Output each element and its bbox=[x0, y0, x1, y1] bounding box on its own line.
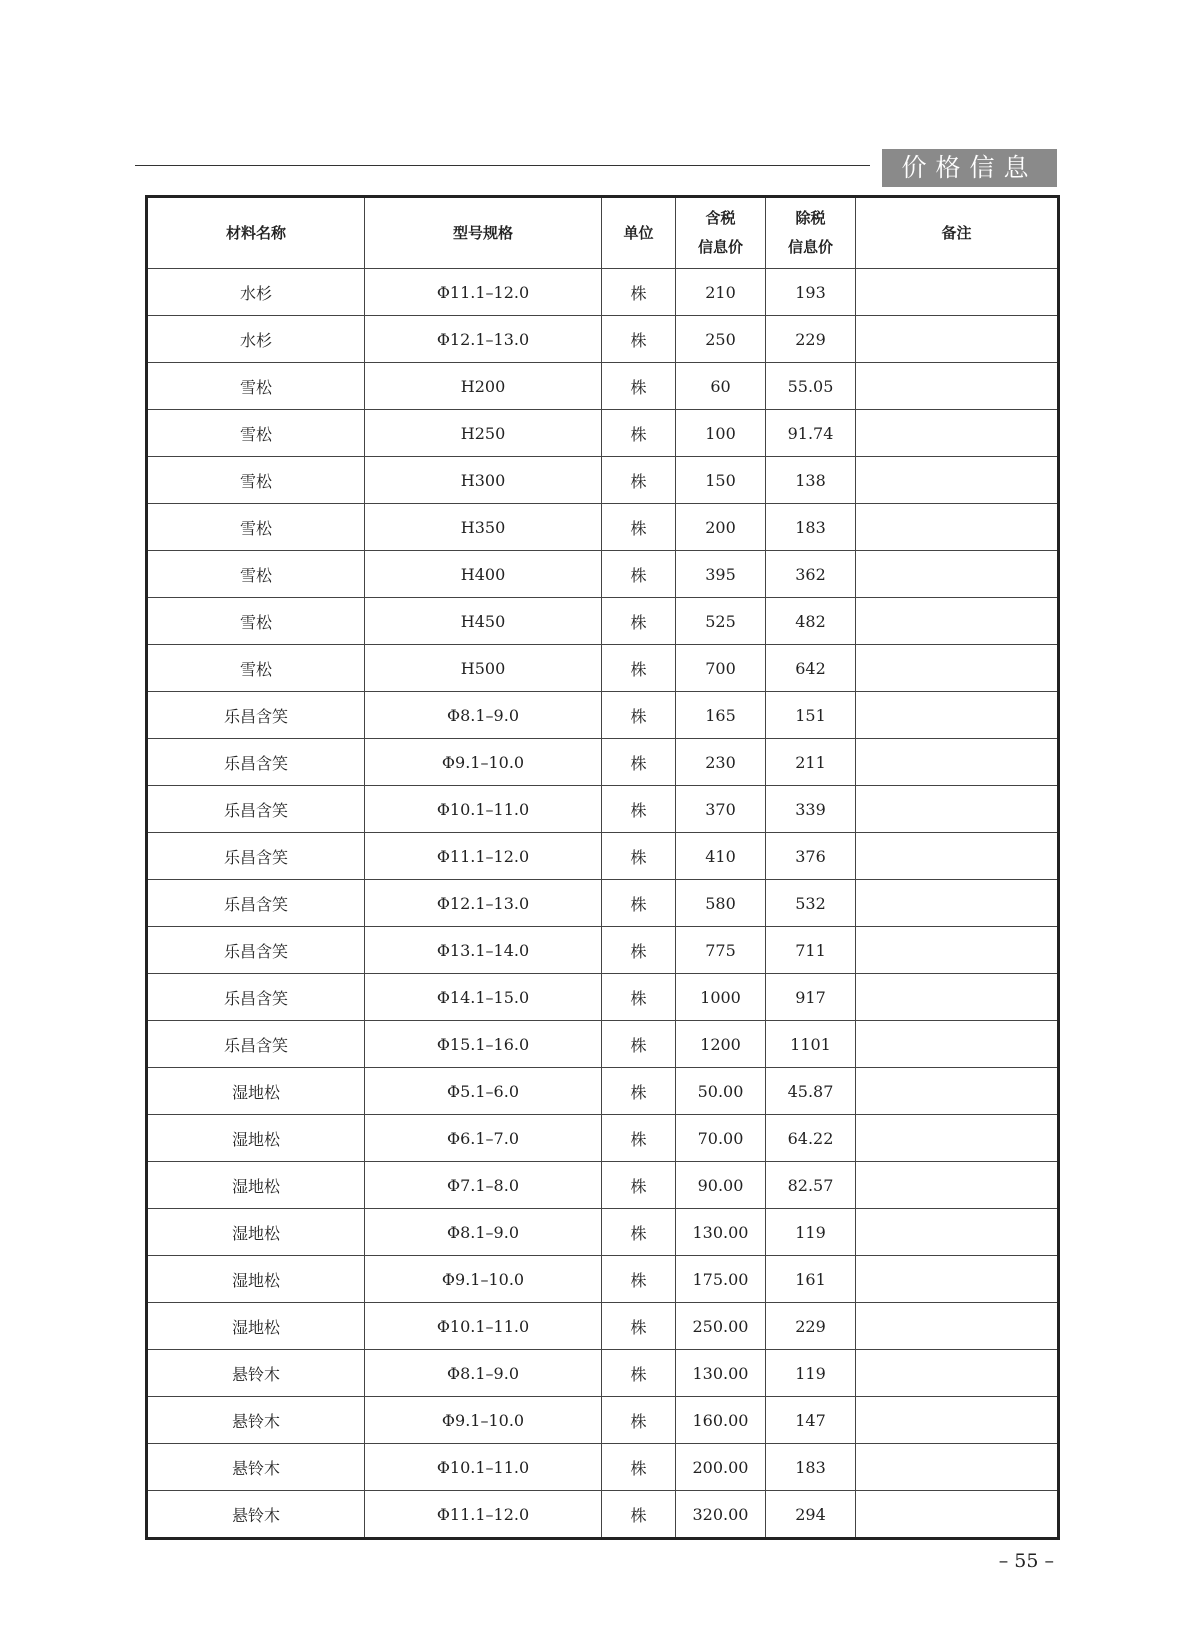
cell-unit: 株 bbox=[602, 927, 676, 974]
table-row bbox=[147, 1397, 1059, 1444]
cell-name: 雪松 bbox=[147, 551, 365, 598]
cell-name: 雪松 bbox=[147, 410, 365, 457]
cell-untaxed: 119 bbox=[766, 1209, 856, 1256]
cell-taxed: 130.00 bbox=[676, 1209, 766, 1256]
cell-taxed: 230 bbox=[676, 739, 766, 786]
table-row bbox=[147, 598, 1059, 645]
cell-spec: Φ11.1–12.0 bbox=[365, 833, 602, 880]
table-row bbox=[147, 1256, 1059, 1303]
cell-spec: H450 bbox=[365, 598, 602, 645]
header-untaxed-price bbox=[766, 197, 856, 269]
cell-name: 雪松 bbox=[147, 457, 365, 504]
cell-unit: 株 bbox=[602, 1209, 676, 1256]
cell-name: 雪松 bbox=[147, 598, 365, 645]
cell-taxed: 320.00 bbox=[676, 1491, 766, 1539]
header-taxed-line1: 含税 bbox=[705, 209, 736, 227]
header-taxed-price bbox=[676, 197, 766, 269]
cell-remark bbox=[856, 1350, 1059, 1397]
cell-unit: 株 bbox=[602, 1350, 676, 1397]
cell-spec: Φ7.1–8.0 bbox=[365, 1162, 602, 1209]
header-material-name: 材料名称 bbox=[147, 197, 365, 269]
cell-untaxed: 229 bbox=[766, 1303, 856, 1350]
cell-taxed: 410 bbox=[676, 833, 766, 880]
cell-spec: Φ5.1–6.0 bbox=[365, 1068, 602, 1115]
cell-unit: 株 bbox=[602, 1256, 676, 1303]
cell-spec: Φ10.1–11.0 bbox=[365, 1444, 602, 1491]
cell-taxed: 100 bbox=[676, 410, 766, 457]
cell-unit: 株 bbox=[602, 457, 676, 504]
cell-name: 雪松 bbox=[147, 504, 365, 551]
cell-untaxed: 147 bbox=[766, 1397, 856, 1444]
cell-unit: 株 bbox=[602, 316, 676, 363]
cell-remark bbox=[856, 927, 1059, 974]
cell-remark bbox=[856, 504, 1059, 551]
cell-unit: 株 bbox=[602, 786, 676, 833]
table-row bbox=[147, 1491, 1059, 1539]
cell-untaxed: 161 bbox=[766, 1256, 856, 1303]
cell-name: 湿地松 bbox=[147, 1162, 365, 1209]
cell-remark bbox=[856, 1068, 1059, 1115]
cell-taxed: 165 bbox=[676, 692, 766, 739]
cell-untaxed: 642 bbox=[766, 645, 856, 692]
cell-taxed: 50.00 bbox=[676, 1068, 766, 1115]
cell-untaxed: 362 bbox=[766, 551, 856, 598]
cell-spec: Φ13.1–14.0 bbox=[365, 927, 602, 974]
cell-taxed: 250 bbox=[676, 316, 766, 363]
table-row bbox=[147, 1115, 1059, 1162]
cell-untaxed: 211 bbox=[766, 739, 856, 786]
cell-remark bbox=[856, 1303, 1059, 1350]
table-row bbox=[147, 1444, 1059, 1491]
cell-untaxed: 193 bbox=[766, 269, 856, 316]
cell-name: 水杉 bbox=[147, 316, 365, 363]
cell-untaxed: 55.05 bbox=[766, 363, 856, 410]
cell-name: 悬铃木 bbox=[147, 1397, 365, 1444]
cell-untaxed: 917 bbox=[766, 974, 856, 1021]
table-row bbox=[147, 645, 1059, 692]
table-row bbox=[147, 363, 1059, 410]
table-row bbox=[147, 1350, 1059, 1397]
cell-unit: 株 bbox=[602, 739, 676, 786]
table-row bbox=[147, 1303, 1059, 1350]
cell-name: 乐昌含笑 bbox=[147, 833, 365, 880]
cell-remark bbox=[856, 1256, 1059, 1303]
cell-unit: 株 bbox=[602, 269, 676, 316]
cell-remark bbox=[856, 1021, 1059, 1068]
cell-untaxed: 229 bbox=[766, 316, 856, 363]
cell-spec: Φ14.1–15.0 bbox=[365, 974, 602, 1021]
cell-remark bbox=[856, 833, 1059, 880]
cell-name: 悬铃木 bbox=[147, 1444, 365, 1491]
cell-unit: 株 bbox=[602, 1021, 676, 1068]
cell-name: 悬铃木 bbox=[147, 1350, 365, 1397]
table-row bbox=[147, 457, 1059, 504]
cell-spec: H200 bbox=[365, 363, 602, 410]
cell-unit: 株 bbox=[602, 1115, 676, 1162]
cell-remark bbox=[856, 457, 1059, 504]
table-row bbox=[147, 1209, 1059, 1256]
price-table bbox=[145, 195, 1060, 1540]
cell-taxed: 1000 bbox=[676, 974, 766, 1021]
table-row bbox=[147, 974, 1059, 1021]
cell-untaxed: 482 bbox=[766, 598, 856, 645]
cell-name: 湿地松 bbox=[147, 1256, 365, 1303]
cell-untaxed: 64.22 bbox=[766, 1115, 856, 1162]
cell-taxed: 130.00 bbox=[676, 1350, 766, 1397]
page-number: – 55 – bbox=[998, 1550, 1054, 1572]
cell-remark bbox=[856, 363, 1059, 410]
cell-taxed: 210 bbox=[676, 269, 766, 316]
table-row bbox=[147, 1068, 1059, 1115]
cell-remark bbox=[856, 598, 1059, 645]
cell-spec: Φ9.1–10.0 bbox=[365, 1397, 602, 1444]
cell-name: 湿地松 bbox=[147, 1115, 365, 1162]
cell-untaxed: 82.57 bbox=[766, 1162, 856, 1209]
cell-name: 湿地松 bbox=[147, 1303, 365, 1350]
table-row bbox=[147, 1021, 1059, 1068]
cell-remark bbox=[856, 974, 1059, 1021]
cell-spec: H400 bbox=[365, 551, 602, 598]
header-rule bbox=[135, 165, 870, 166]
cell-spec: Φ11.1–12.0 bbox=[365, 269, 602, 316]
table-row bbox=[147, 739, 1059, 786]
header-spec: 型号规格 bbox=[365, 197, 602, 269]
cell-untaxed: 183 bbox=[766, 1444, 856, 1491]
cell-unit: 株 bbox=[602, 1397, 676, 1444]
header-untaxed-line2: 信息价 bbox=[787, 238, 833, 256]
cell-spec: Φ10.1–11.0 bbox=[365, 1303, 602, 1350]
cell-untaxed: 45.87 bbox=[766, 1068, 856, 1115]
cell-remark bbox=[856, 551, 1059, 598]
cell-unit: 株 bbox=[602, 692, 676, 739]
cell-taxed: 150 bbox=[676, 457, 766, 504]
cell-unit: 株 bbox=[602, 551, 676, 598]
cell-remark bbox=[856, 269, 1059, 316]
cell-taxed: 90.00 bbox=[676, 1162, 766, 1209]
cell-unit: 株 bbox=[602, 598, 676, 645]
cell-remark bbox=[856, 645, 1059, 692]
cell-name: 乐昌含笑 bbox=[147, 1021, 365, 1068]
table-row bbox=[147, 269, 1059, 316]
cell-remark bbox=[856, 739, 1059, 786]
cell-spec: Φ8.1–9.0 bbox=[365, 1209, 602, 1256]
cell-unit: 株 bbox=[602, 833, 676, 880]
header-remark: 备注 bbox=[856, 197, 1059, 269]
table-row bbox=[147, 504, 1059, 551]
cell-unit: 株 bbox=[602, 363, 676, 410]
cell-name: 乐昌含笑 bbox=[147, 786, 365, 833]
cell-unit: 株 bbox=[602, 645, 676, 692]
cell-untaxed: 119 bbox=[766, 1350, 856, 1397]
cell-remark bbox=[856, 1162, 1059, 1209]
cell-unit: 株 bbox=[602, 1444, 676, 1491]
cell-unit: 株 bbox=[602, 1303, 676, 1350]
cell-name: 湿地松 bbox=[147, 1068, 365, 1115]
cell-taxed: 70.00 bbox=[676, 1115, 766, 1162]
cell-taxed: 395 bbox=[676, 551, 766, 598]
table-row bbox=[147, 833, 1059, 880]
table-row bbox=[147, 880, 1059, 927]
table-row bbox=[147, 316, 1059, 363]
cell-taxed: 200.00 bbox=[676, 1444, 766, 1491]
cell-unit: 株 bbox=[602, 974, 676, 1021]
cell-taxed: 60 bbox=[676, 363, 766, 410]
cell-spec: Φ8.1–9.0 bbox=[365, 692, 602, 739]
cell-unit: 株 bbox=[602, 880, 676, 927]
table-row bbox=[147, 551, 1059, 598]
cell-untaxed: 183 bbox=[766, 504, 856, 551]
cell-name: 雪松 bbox=[147, 363, 365, 410]
cell-taxed: 250.00 bbox=[676, 1303, 766, 1350]
table-header-row bbox=[147, 197, 1059, 269]
cell-spec: Φ12.1–13.0 bbox=[365, 316, 602, 363]
cell-untaxed: 294 bbox=[766, 1491, 856, 1539]
cell-remark bbox=[856, 880, 1059, 927]
cell-untaxed: 1101 bbox=[766, 1021, 856, 1068]
cell-spec: Φ9.1–10.0 bbox=[365, 739, 602, 786]
cell-unit: 株 bbox=[602, 1162, 676, 1209]
cell-spec: H250 bbox=[365, 410, 602, 457]
cell-untaxed: 376 bbox=[766, 833, 856, 880]
table-body bbox=[147, 269, 1059, 1539]
cell-name: 湿地松 bbox=[147, 1209, 365, 1256]
cell-unit: 株 bbox=[602, 410, 676, 457]
cell-unit: 株 bbox=[602, 1068, 676, 1115]
header-untaxed-line1: 除税 bbox=[795, 209, 826, 227]
cell-remark bbox=[856, 1115, 1059, 1162]
cell-remark bbox=[856, 316, 1059, 363]
cell-remark bbox=[856, 1209, 1059, 1256]
cell-spec: H350 bbox=[365, 504, 602, 551]
cell-unit: 株 bbox=[602, 1491, 676, 1539]
cell-untaxed: 339 bbox=[766, 786, 856, 833]
header-taxed-line2: 信息价 bbox=[697, 238, 743, 256]
table-row bbox=[147, 927, 1059, 974]
cell-name: 乐昌含笑 bbox=[147, 927, 365, 974]
cell-untaxed: 711 bbox=[766, 927, 856, 974]
cell-taxed: 580 bbox=[676, 880, 766, 927]
cell-untaxed: 532 bbox=[766, 880, 856, 927]
table-row bbox=[147, 1162, 1059, 1209]
cell-unit: 株 bbox=[602, 504, 676, 551]
cell-name: 悬铃木 bbox=[147, 1491, 365, 1539]
cell-taxed: 175.00 bbox=[676, 1256, 766, 1303]
section-title: 价格信息 bbox=[882, 149, 1057, 187]
cell-remark bbox=[856, 786, 1059, 833]
cell-spec: Φ8.1–9.0 bbox=[365, 1350, 602, 1397]
cell-spec: Φ12.1–13.0 bbox=[365, 880, 602, 927]
cell-spec: H300 bbox=[365, 457, 602, 504]
cell-spec: Φ15.1–16.0 bbox=[365, 1021, 602, 1068]
table-row bbox=[147, 786, 1059, 833]
cell-untaxed: 151 bbox=[766, 692, 856, 739]
cell-name: 乐昌含笑 bbox=[147, 739, 365, 786]
table-row bbox=[147, 692, 1059, 739]
cell-taxed: 160.00 bbox=[676, 1397, 766, 1444]
cell-spec: H500 bbox=[365, 645, 602, 692]
cell-name: 雪松 bbox=[147, 645, 365, 692]
cell-taxed: 1200 bbox=[676, 1021, 766, 1068]
cell-spec: Φ9.1–10.0 bbox=[365, 1256, 602, 1303]
cell-taxed: 775 bbox=[676, 927, 766, 974]
cell-remark bbox=[856, 692, 1059, 739]
cell-taxed: 370 bbox=[676, 786, 766, 833]
cell-spec: Φ6.1–7.0 bbox=[365, 1115, 602, 1162]
cell-untaxed: 138 bbox=[766, 457, 856, 504]
cell-remark bbox=[856, 1444, 1059, 1491]
cell-untaxed: 91.74 bbox=[766, 410, 856, 457]
cell-remark bbox=[856, 410, 1059, 457]
cell-remark bbox=[856, 1397, 1059, 1444]
cell-name: 水杉 bbox=[147, 269, 365, 316]
cell-name: 乐昌含笑 bbox=[147, 692, 365, 739]
cell-name: 乐昌含笑 bbox=[147, 974, 365, 1021]
cell-spec: Φ10.1–11.0 bbox=[365, 786, 602, 833]
cell-taxed: 525 bbox=[676, 598, 766, 645]
cell-taxed: 700 bbox=[676, 645, 766, 692]
header-unit: 单位 bbox=[602, 197, 676, 269]
cell-remark bbox=[856, 1491, 1059, 1539]
cell-spec: Φ11.1–12.0 bbox=[365, 1491, 602, 1539]
table-row bbox=[147, 410, 1059, 457]
cell-name: 乐昌含笑 bbox=[147, 880, 365, 927]
cell-taxed: 200 bbox=[676, 504, 766, 551]
